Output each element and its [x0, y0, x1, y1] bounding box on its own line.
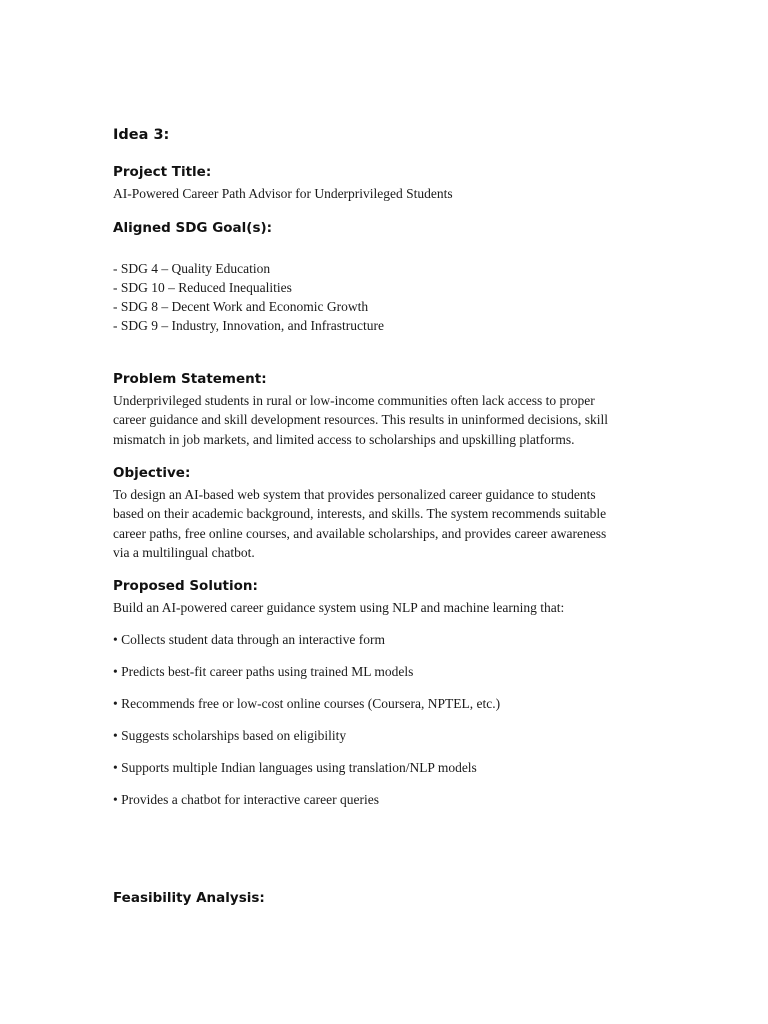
- paragraph-line: Underprivileged students in rural or low-income communities often lack access to proper: [113, 393, 595, 408]
- idea-heading: Idea 3:: [113, 127, 170, 143]
- paragraph-line: mismatch in job markets, and limited access to scholarships and upskilling platforms.: [113, 431, 575, 447]
- problem-statement-text: [113, 391, 673, 449]
- sdg-item: - SDG 8 – Decent Work and Economic Growth: [113, 299, 369, 314]
- objective-text: [113, 485, 673, 562]
- sdg-item: - SDG 10 – Reduced Inequalities: [113, 280, 292, 295]
- proposed-solution-intro: Build an AI-powered career guidance system using NLP and machine learning that:: [113, 600, 565, 615]
- problem-statement-heading: Problem Statement:: [113, 371, 267, 387]
- solution-bullet: • Provides a chatbot for interactive career queries: [113, 792, 379, 807]
- solution-bullet: • Suggests scholarships based on eligibility: [113, 728, 347, 743]
- paragraph-line: based on their academic background, interests, and skills. The system recommends suitable: [113, 506, 607, 522]
- solution-bullet: • Recommends free or low-cost online courses (Coursera, NPTEL, etc.): [113, 696, 501, 711]
- paragraph-line: career guidance and skill development resources. This results in uninformed decisions, skill: [113, 412, 608, 428]
- sdg-heading: Aligned SDG Goal(s):: [113, 220, 273, 236]
- paragraph-line: career paths, free online courses, and available scholarships, and provides career awareness: [113, 525, 607, 541]
- objective-heading: Objective:: [113, 465, 191, 481]
- project-title-text: AI-Powered Career Path Advisor for Underprivileged Students: [113, 186, 453, 201]
- paragraph-line: via a multilingual chatbot.: [113, 544, 255, 560]
- feasibility-analysis-heading: Feasibility Analysis:: [113, 890, 265, 906]
- solution-bullet: • Predicts best-fit career paths using trained ML models: [113, 664, 414, 679]
- sdg-item: - SDG 4 – Quality Education: [113, 261, 271, 276]
- proposed-solution-heading: Proposed Solution:: [113, 578, 258, 594]
- paragraph-line: To design an AI-based web system that provides personalized career guidance to students: [113, 487, 596, 502]
- sdg-item: - SDG 9 – Industry, Innovation, and Infrastructure: [113, 318, 384, 333]
- project-title-heading: Project Title:: [113, 164, 212, 180]
- sdg-list: [113, 259, 673, 335]
- solution-bullet: • Collects student data through an interactive form: [113, 632, 386, 647]
- solution-bullet: • Supports multiple Indian languages using translation/NLP models: [113, 760, 477, 775]
